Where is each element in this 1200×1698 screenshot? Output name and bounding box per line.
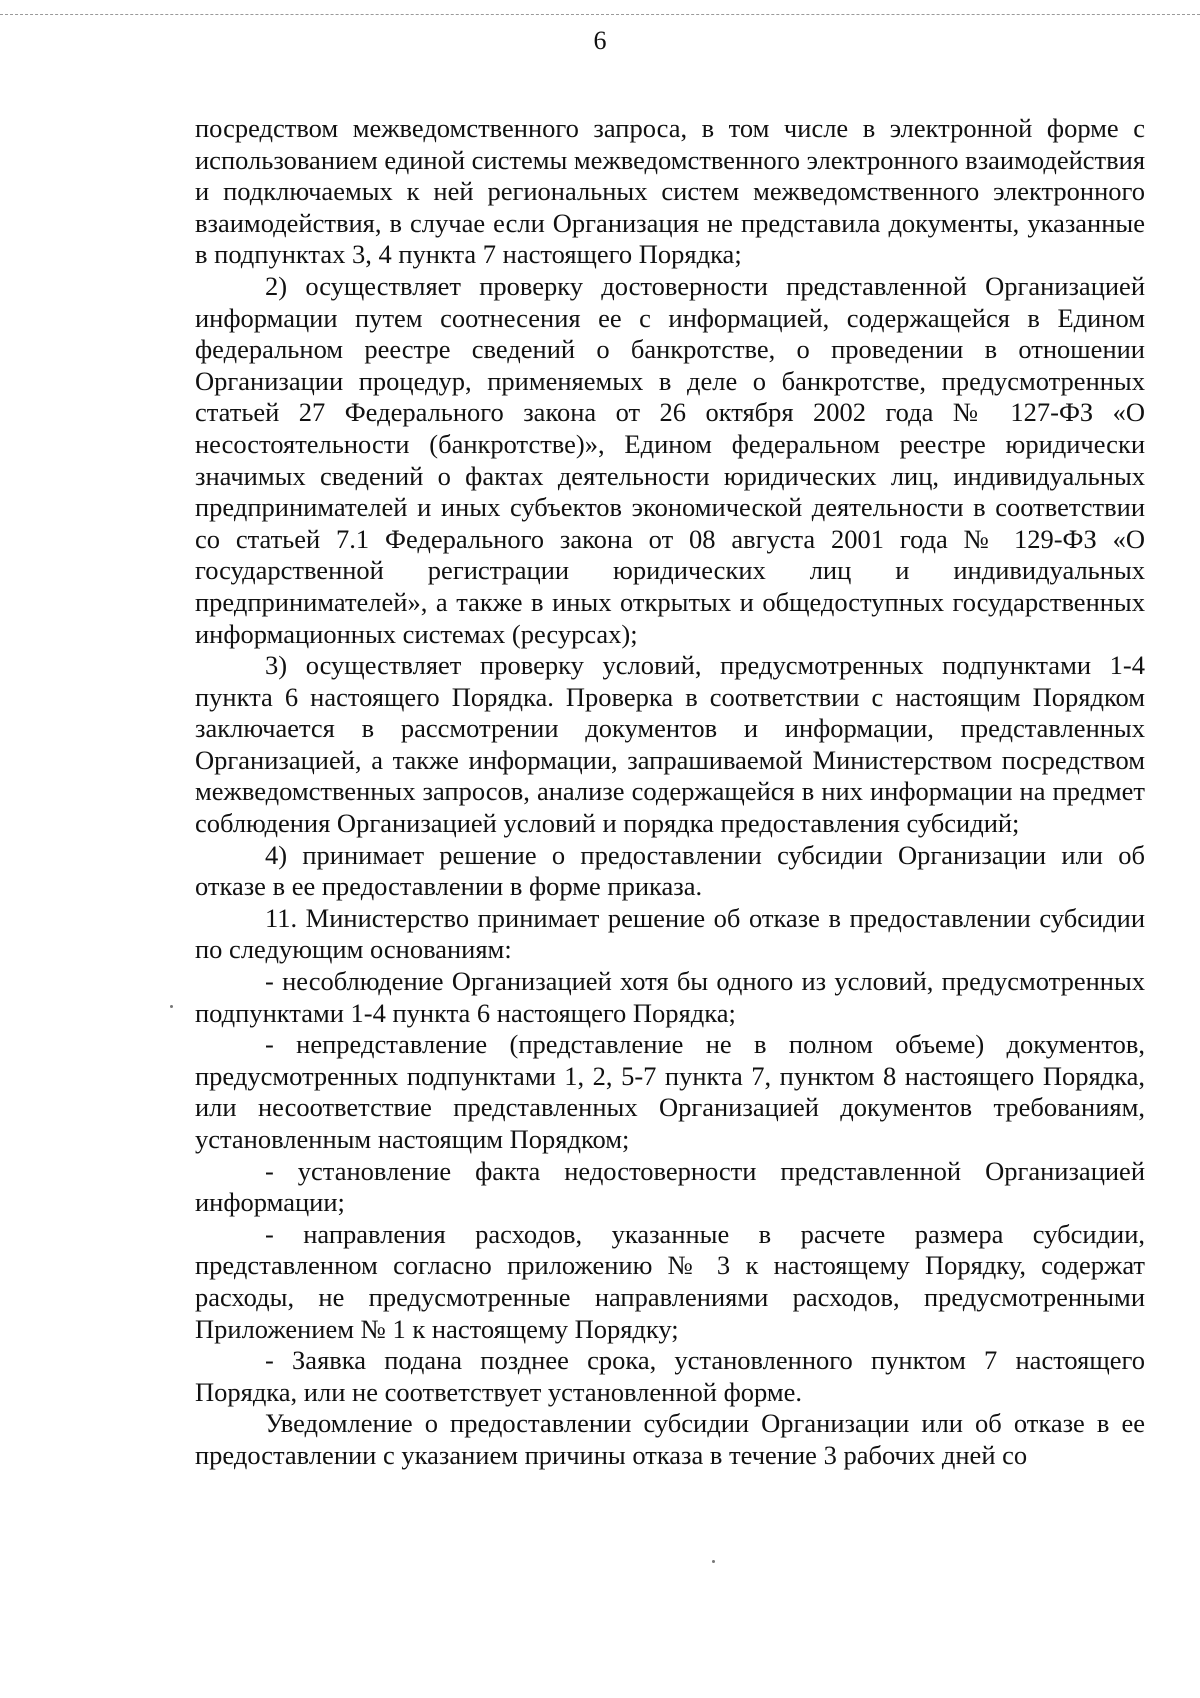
refusal-ground-5: - Заявка подана позднее срока, установленного пунктом 7 настоящего Порядка, или не соответствует установленной форме. — [195, 1345, 1145, 1407]
document-body — [195, 113, 1145, 1472]
scan-edge-line — [0, 14, 1200, 15]
refusal-ground-1: - несоблюдение Организацией хотя бы одного из условий, предусмотренных подпунктами 1-4 пункта 6 настоящего Порядка; — [195, 966, 1145, 1028]
refusal-ground-4: - направления расходов, указанные в расчете размера субсидии, представленном согласно приложению № 3 к настоящему Порядку, содержат расходы, не предусмотренные направлениями расходов, предусмотренными Приложением № 1 к настоящему Порядку; — [195, 1218, 1145, 1344]
scan-speck — [170, 1005, 173, 1008]
paragraph-continuation: посредством межведомственного запроса, в том числе в электронной форме с использованием единой системы межведомственного электронного взаимодействия и подключаемых к ней региональных систем межведомственного электронного взаимодействия, в случае если Организация не представила документы, указанные в подпунктах 3, 4 пункта 7 настоящего Порядка; — [195, 113, 1146, 270]
paragraph-item-2: 2) осуществляет проверку достоверности представленной Организацией информации путем соотнесения ее с информацией, содержащейся в Едином федеральном реестре сведений о банкротстве, о проведении в отношении Организации процедур, применяемых в деле о банкротстве, предусмотренных статьей 27 Федерального закона от 26 октября 2002 года № 127-ФЗ «О несостоятельности (банкротстве)», Едином федеральном реестре юридически значимых сведений о фактах деятельности юридических лиц, индивидуальных предпринимателей и иных субъектов экономической деятельности в соответствии со статьей 7.1 Федерального закона от 08 августа 2001 года № 129-ФЗ «О государственной регистрации юридических лиц и индивидуальных предпринимателей», а также в иных открытых и общедоступных государственных информационных системах (ресурсах); — [195, 270, 1145, 649]
paragraph-item-3: 3) осуществляет проверку условий, предусмотренных подпунктами 1-4 пункта 6 настоящего Порядка. Проверка в соответствии с настоящим Порядком заключается в рассмотрении документов и информации, представленных Организацией, а также информации, запрашиваемой Министерством посредством межведомственных запросов, анализе содержащейся в них информации на предмет соблюдения Организацией условий и порядка предоставления субсидий; — [195, 650, 1145, 839]
paragraph-clause-11: 11. Министерство принимает решение об отказе в предоставлении субсидии по следующим основаниям: — [195, 902, 1145, 965]
refusal-ground-3: - установление факта недостоверности представленной Организацией информации; — [195, 1155, 1145, 1218]
scan-speck — [712, 1560, 715, 1563]
refusal-ground-2: - непредставление (представление не в полном объеме) документов, предусмотренных подпунктами 1, 2, 5-7 пункта 7, пунктом 8 настоящего Порядка, или несоответствие представленных Организацией документов требованиям, установленным настоящим Порядком; — [195, 1029, 1145, 1154]
page-number: 6 — [593, 26, 607, 55]
notification-paragraph: Уведомление о предоставлении субсидии Организации или об отказе в ее предоставлении с указанием причины отказа в течение 3 рабочих дней со — [195, 1408, 1145, 1470]
paragraph-item-4: 4) принимает решение о предоставлении субсидии Организации или об отказе в ее предоставлении в форме приказа. — [195, 839, 1145, 902]
